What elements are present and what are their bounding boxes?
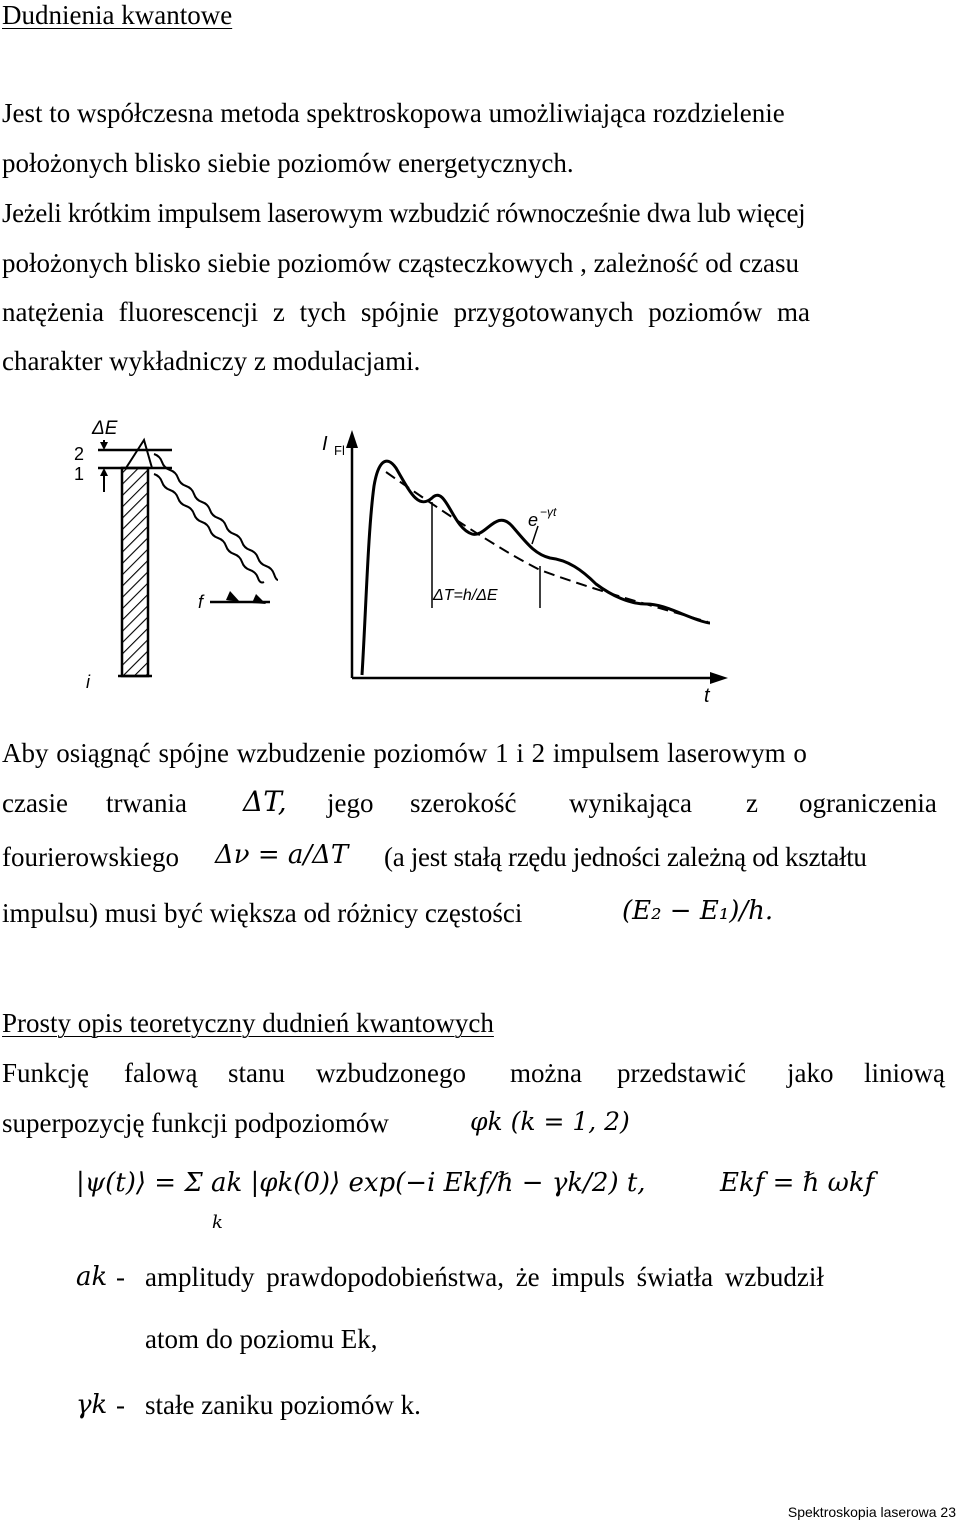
section2-word: falową [124,1058,198,1088]
level-1-label: 1 [74,464,85,484]
intro-line: Jeżeli krótkim impulsem laserowym wzbudzić równocześnie dwa lub więcej [2,198,806,228]
sublevel-formula: φk (k = 1, 2) [470,1107,630,1136]
intro-line: charakter wykładniczy z modulacjami. [2,346,421,376]
intro-line: położonych blisko siebie poziomów energetycznych. [2,148,574,178]
exp-sup: −γt [540,505,557,519]
section-heading: Prosty opis teoretyczny dudnień kwantowych [2,1008,494,1038]
level-i-label: i [86,672,90,692]
para3-word: z [746,788,758,818]
para3-word: fourierowskiego [2,842,179,872]
delta-t-symbol: ΔT, [243,785,287,818]
section2-word: jako [787,1058,834,1088]
para3-word: impulsu) musi być większa od różnicy częstości [2,898,523,928]
level-2-label: 2 [74,444,85,464]
wavefunction-equation: |ψ(t)⟩ = Σ ak |φk(0)⟩ exp(−i Ekf/ℏ − γk/2) t, [76,1168,646,1198]
intro-line: Jest to współczesna metoda spektroskopowa umożliwiająca rozdzielenie [2,98,785,128]
fourier-formula: Δν = a/ΔT [215,840,349,870]
y-axis-label: I [322,433,328,455]
page-title: Dudnienia kwantowe [2,0,233,30]
def-g-symbol: γk [76,1390,108,1420]
intro-line: położonych blisko siebie poziomów cząsteczkowych , zależność od czasu [2,248,799,278]
section2-word: liniową [864,1058,945,1088]
y-axis-arrow-icon [346,430,358,448]
energy-relation: Ekf = ℏ ωkf [720,1168,875,1198]
section2-word: superpozycję funkcji podpoziomów [2,1108,389,1138]
y-axis-label-sub: Fl [334,443,345,458]
energy-level-diagram [60,410,300,695]
level-f-label: f [198,592,204,612]
x-axis-label: t [704,685,710,705]
sum-index: k [212,1212,223,1233]
para3-word: wynikająca [569,788,692,818]
section2-word: stanu [228,1058,285,1088]
delta-e-label: ΔE [92,418,118,439]
para3-word: czasie [2,788,68,818]
para3-word: ograniczenia [799,788,937,818]
para3-word: trwania [106,788,187,818]
para3-word: szerokość [410,788,517,818]
x-axis-arrow-icon [710,672,728,684]
section2-word: wzbudzonego [316,1058,466,1088]
def-a-text: atom do poziomu Ek, [145,1324,378,1354]
frequency-difference-formula: (E₂ − E₁)/h. [622,896,774,926]
section2-word: Funkcję [2,1058,89,1088]
quantum-beat-plot [300,410,740,705]
def-g-dash: - [116,1390,125,1420]
section2-word: przedstawić [617,1058,746,1088]
def-a-text: amplitudy prawdopodobieństwa, że impuls światła wzbudził [145,1262,824,1292]
para3-line: Aby osiągnąć spójne wzbudzenie poziomów 1 i 2 impulsem laserowym o [2,738,807,768]
exp-label: e [528,510,539,530]
para3-word: jego [327,788,374,818]
intro-line: natężenia fluorescencji z tych spójnie przygotowanych poziomów ma [2,297,810,327]
period-label: ΔT=h/ΔE [433,587,498,604]
section2-word: można [510,1058,582,1088]
page-footer: Spektroskopia laserowa 23 [787,1504,956,1520]
para3-word: (a jest stałą rzędu jedności zależną od kształtu [384,842,867,872]
def-a-symbol: ak [76,1262,108,1292]
def-a-dash: - [116,1262,125,1292]
def-g-text: stałe zaniku poziomów k. [145,1390,421,1420]
